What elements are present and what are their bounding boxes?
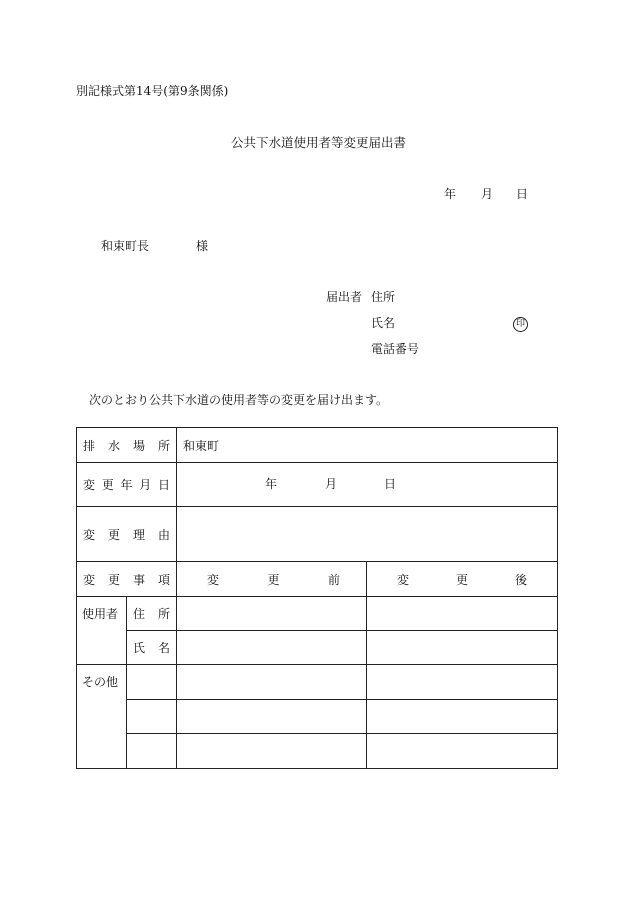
row-user-name bbox=[77, 631, 558, 665]
other-after-2-field[interactable] bbox=[367, 700, 558, 734]
date-month-label: 月 bbox=[481, 187, 494, 201]
row-change-date bbox=[77, 463, 558, 507]
user-label: 使用者 bbox=[77, 597, 127, 665]
change-reason-label: 変 更 理 由 bbox=[77, 507, 177, 562]
change-date-field[interactable]: 年 月 日 bbox=[177, 463, 558, 507]
row-change-item-header bbox=[77, 562, 558, 597]
user-name-before-field[interactable] bbox=[177, 631, 367, 665]
other-after-3-field[interactable] bbox=[367, 734, 558, 769]
row-user-address bbox=[77, 597, 558, 631]
page-title: 公共下水道使用者等変更届出書 bbox=[231, 135, 407, 150]
notifier-address-label: 住所 bbox=[371, 290, 396, 304]
addressee-honorific: 様 bbox=[196, 239, 209, 253]
row-other-2 bbox=[77, 700, 558, 734]
other-before-3-field[interactable] bbox=[177, 734, 367, 769]
user-address-before-field[interactable] bbox=[177, 597, 367, 631]
other-label: その他 bbox=[77, 665, 127, 769]
row-change-reason bbox=[77, 507, 558, 562]
body-text: 次のとおり公共下水道の使用者等の変更を届け出ます。 bbox=[89, 393, 389, 407]
notifier-name-label: 氏名 bbox=[371, 316, 396, 330]
user-address-label: 住 所 bbox=[127, 597, 177, 631]
other-item-1-field[interactable] bbox=[127, 665, 177, 700]
notifier-label: 届出者 bbox=[326, 290, 363, 304]
form-number: 別記様式第14号(第9条関係) bbox=[76, 84, 229, 98]
change-before-header: 変 更 前 bbox=[177, 562, 367, 597]
date-day-label: 日 bbox=[516, 187, 529, 201]
user-name-label: 氏 名 bbox=[127, 631, 177, 665]
change-date-label: 変 更 年 月 日 bbox=[77, 463, 177, 507]
addressee-name: 和束町長 bbox=[101, 239, 150, 253]
change-form-table bbox=[76, 427, 558, 769]
change-item-label: 変 更 事 項 bbox=[77, 562, 177, 597]
date-year-label: 年 bbox=[444, 187, 457, 201]
row-other-1 bbox=[77, 665, 558, 700]
seal-mark: 印 bbox=[513, 316, 528, 332]
drain-location-field[interactable]: 和東町 bbox=[177, 428, 558, 463]
user-name-after-field[interactable] bbox=[367, 631, 558, 665]
user-address-after-field[interactable] bbox=[367, 597, 558, 631]
change-after-header: 変 更 後 bbox=[367, 562, 558, 597]
drain-location-label: 排 水 場 所 bbox=[77, 428, 177, 463]
other-item-3-field[interactable] bbox=[127, 734, 177, 769]
notifier-phone-label: 電話番号 bbox=[371, 342, 420, 356]
other-item-2-field[interactable] bbox=[127, 700, 177, 734]
row-drain-location bbox=[77, 428, 558, 463]
change-reason-field[interactable] bbox=[177, 507, 558, 562]
other-before-2-field[interactable] bbox=[177, 700, 367, 734]
row-other-3 bbox=[77, 734, 558, 769]
other-after-1-field[interactable] bbox=[367, 665, 558, 700]
other-before-1-field[interactable] bbox=[177, 665, 367, 700]
